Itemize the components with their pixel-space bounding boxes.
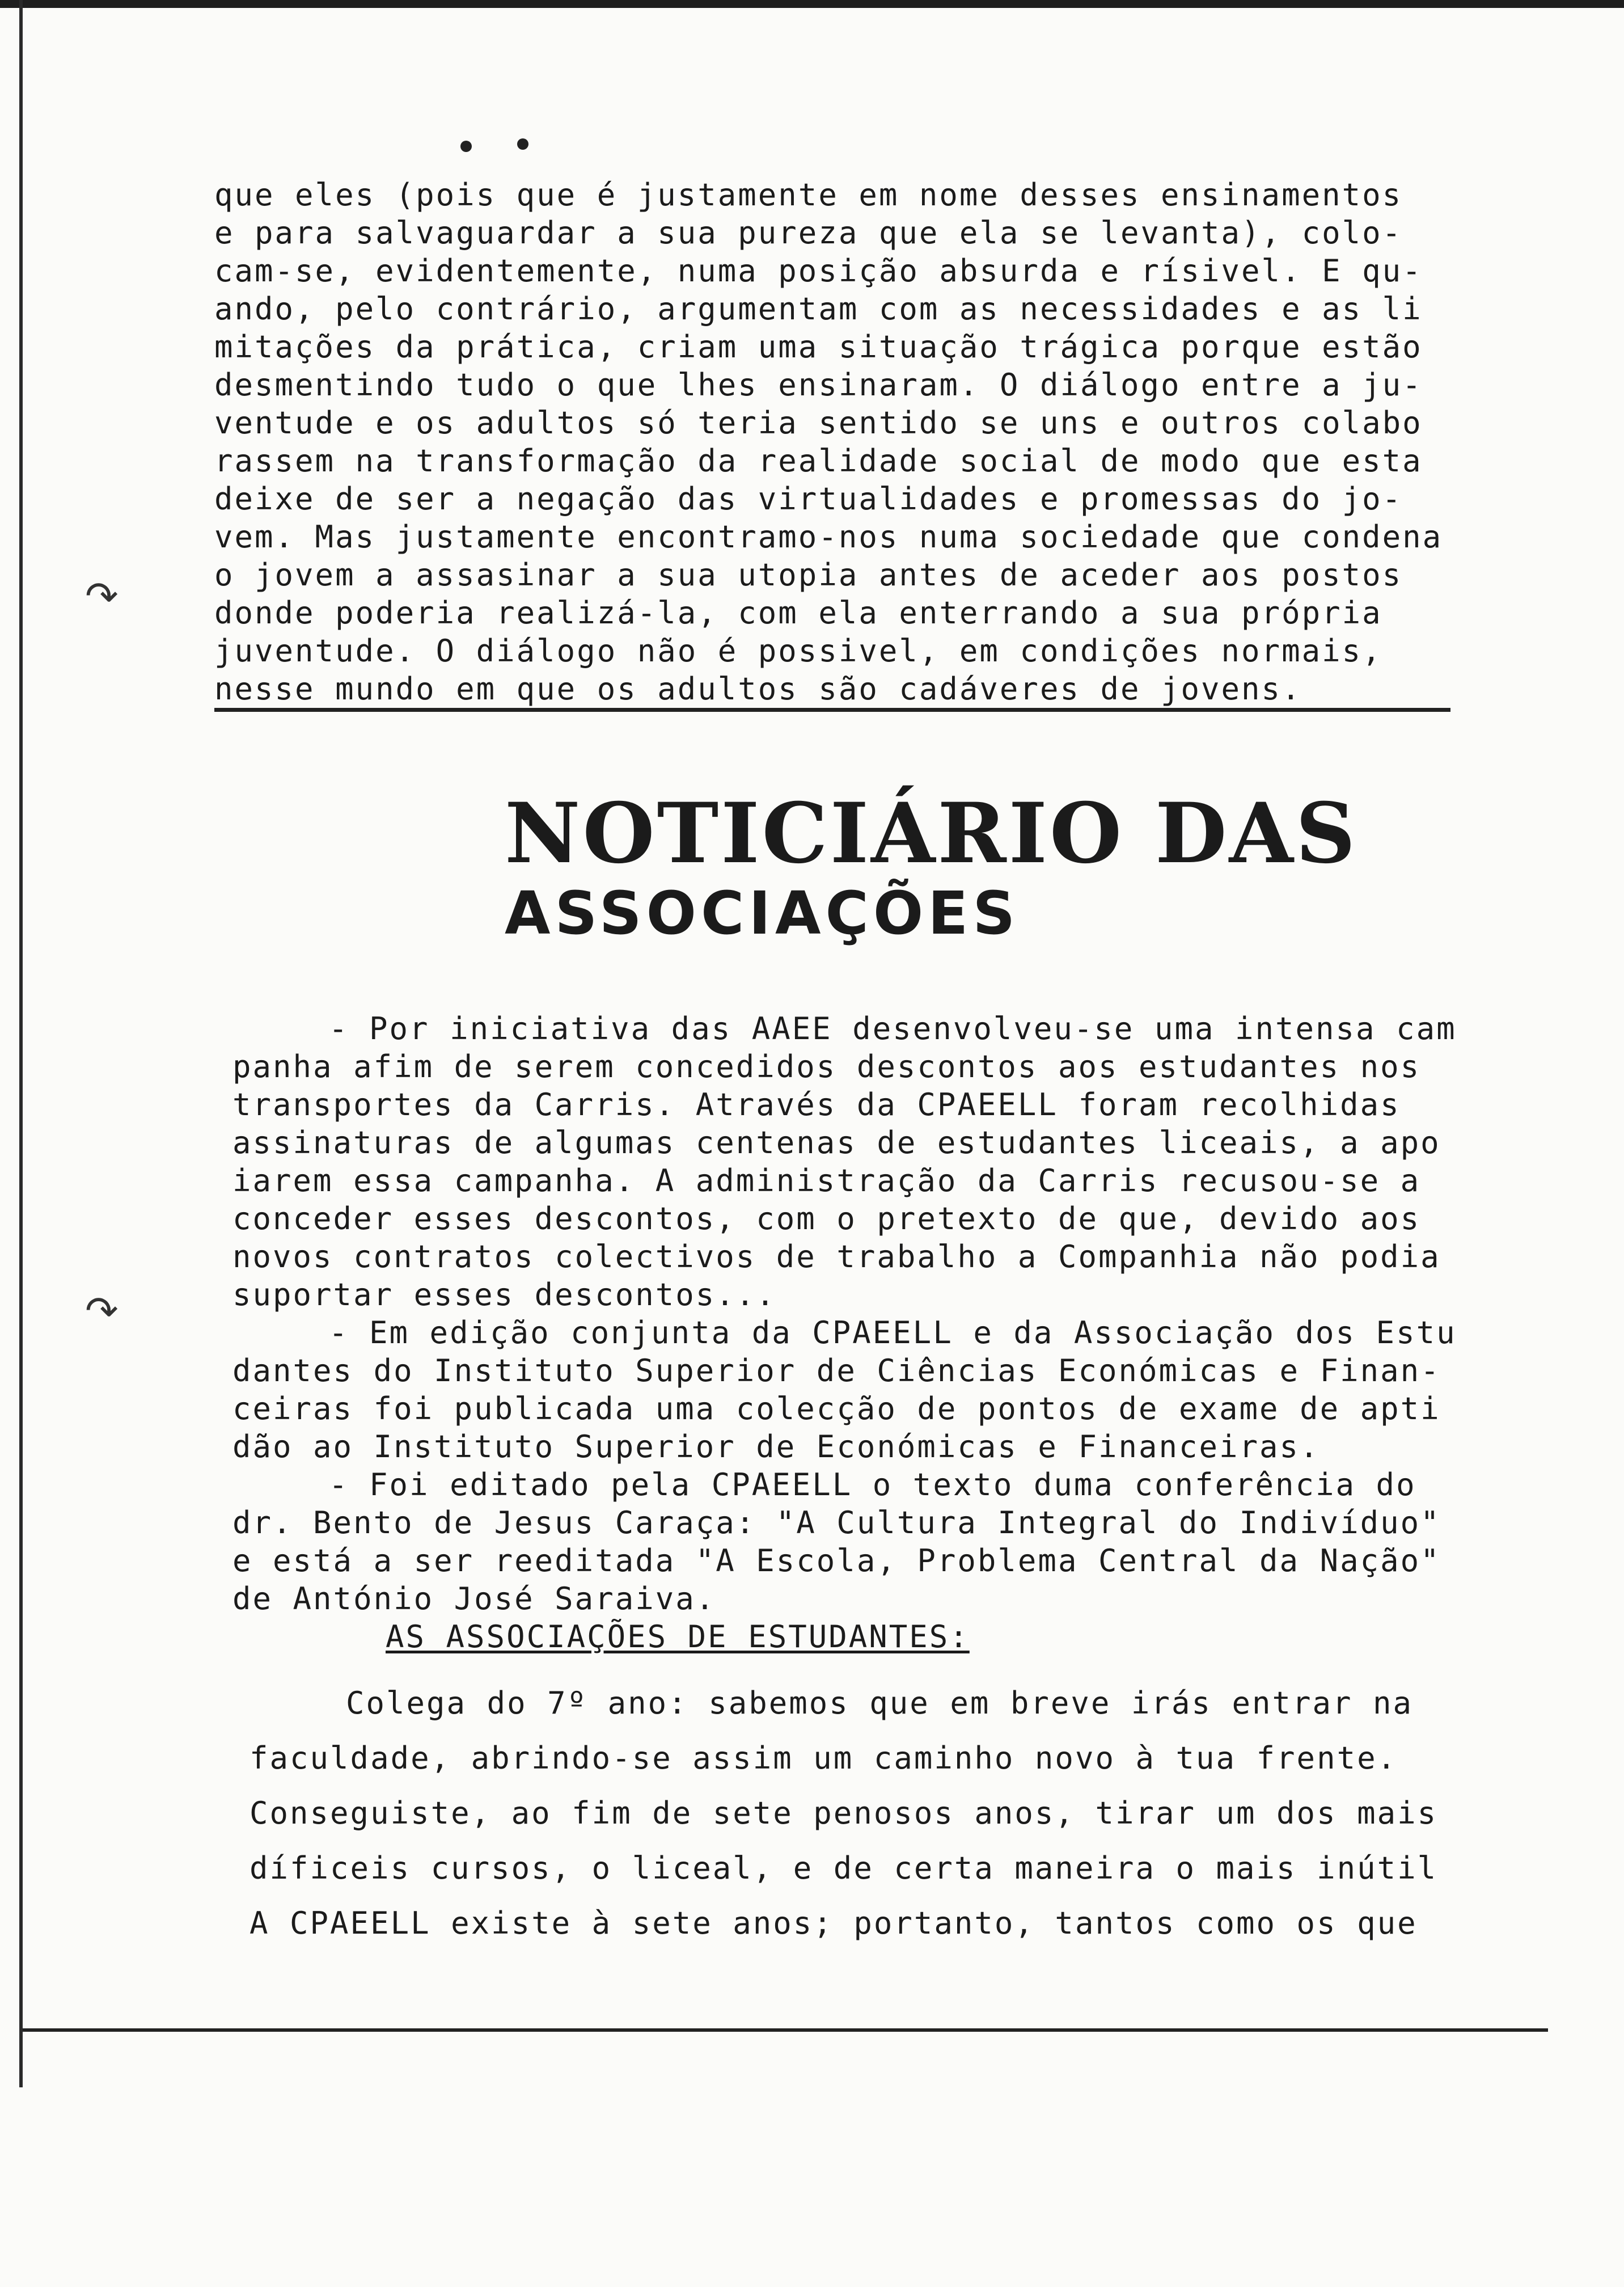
news-line: panha afim de serem concedidos descontos aos estudantes nos [232,1049,1421,1085]
text-line: Conseguiste, ao fim de sete penosos anos, tirar um dos mais [249,1795,1438,1831]
text-line: o jovem a assasinar a sua utopia antes de aceder aos postos [214,557,1403,593]
page-left-border [19,0,23,2087]
page-bottom-rule [23,2028,1548,2032]
news-line: de António José Saraiva. [232,1581,716,1617]
text-line: ventude e os adultos só teria sentido se uns e outros colabo [214,405,1423,441]
news-line: dr. Bento de Jesus Caraça: "A Cultura Integral do Indivíduo" [232,1505,1441,1541]
text-line: díficeis cursos, o liceal, e de certa maneira o mais inútil [249,1850,1438,1886]
news-line: dantes do Instituto Superior de Ciências Económicas e Finan- [232,1353,1441,1389]
text-line: nesse mundo em que os adultos são cadáveres de jovens. [214,671,1302,707]
text-line: desmentindo tudo o que lhes ensinaram. O diálogo entre a ju- [214,367,1423,403]
news-line: dão ao Instituto Superior de Económicas e Financeiras. [232,1429,1320,1465]
ink-dot [460,141,472,152]
news-line: assinaturas de algumas centenas de estudantes liceais, a apo [232,1125,1441,1161]
text-line: mitações da prática, criam uma situação trágica porque estão [214,329,1423,365]
punch-hole-mark: ↷ [85,1288,119,1334]
news-line: novos contratos colectivos de trabalho a Companhia não podia [232,1239,1441,1275]
closing-paragraph [249,1676,1497,1951]
text-line: donde poderia realizá-la, com ela enterrando a sua própria [214,595,1382,631]
text-line: A CPAEELL existe à sete anos; portanto, tantos como os que [249,1905,1418,1941]
text-line: deixe de ser a negação das virtualidades e promessas do jo- [214,481,1403,517]
section-title-line2: ASSOCIAÇÕES [505,879,1020,948]
text-line: que eles (pois que é justamente em nome desses ensinamentos [214,177,1403,213]
news-line: - Foi editado pela CPAEELL o texto duma conferência do [329,1467,1416,1503]
section-title-line1: NOTICIÁRIO DAS [505,785,1358,882]
news-items [232,1010,1480,1618]
news-line: ceiras foi publicada uma colecção de pontos de exame de apti [232,1391,1441,1427]
news-line: iarem essa campanha. A administração da Carris recusou-se a [232,1163,1421,1199]
top-paragraph [214,176,1479,708]
news-line: suportar esses descontos... [232,1277,776,1313]
text-line: e para salvaguardar a sua pureza que ela se levanta), colo- [214,215,1403,251]
news-line: - Por iniciativa das AAEE desenvolveu-se uma intensa cam [329,1011,1457,1047]
page-top-border [0,0,1624,8]
text-line: rassem na transformação da realidade social de modo que esta [214,443,1423,479]
punch-hole-mark: ↷ [85,573,119,619]
subheading: AS ASSOCIAÇÕES DE ESTUDANTES: [386,1619,970,1655]
text-line: Colega do 7º ano: sabemos que em breve irás entrar na [346,1685,1414,1721]
text-line: ando, pelo contrário, argumentam com as necessidades e as li [214,291,1423,327]
text-line: juventude. O diálogo não é possivel, em condições normais, [214,633,1382,669]
text-line: faculdade, abrindo-se assim um caminho novo à tua frente. [249,1740,1398,1776]
text-line: cam-se, evidentemente, numa posição absurda e rísivel. E qu- [214,253,1423,289]
section-divider [214,708,1450,712]
ink-dot [517,138,528,150]
news-line: transportes da Carris. Através da CPAEELL foram recolhidas [232,1087,1401,1123]
text-line: vem. Mas justamente encontramo-nos numa sociedade que condena [214,519,1443,555]
news-line: conceder esses descontos, com o pretexto de que, devido aos [232,1201,1421,1237]
news-line: e está a ser reeditada "A Escola, Problema Central da Nação" [232,1543,1441,1579]
news-line: - Em edição conjunta da CPAEELL e da Associação dos Estu [329,1315,1457,1351]
